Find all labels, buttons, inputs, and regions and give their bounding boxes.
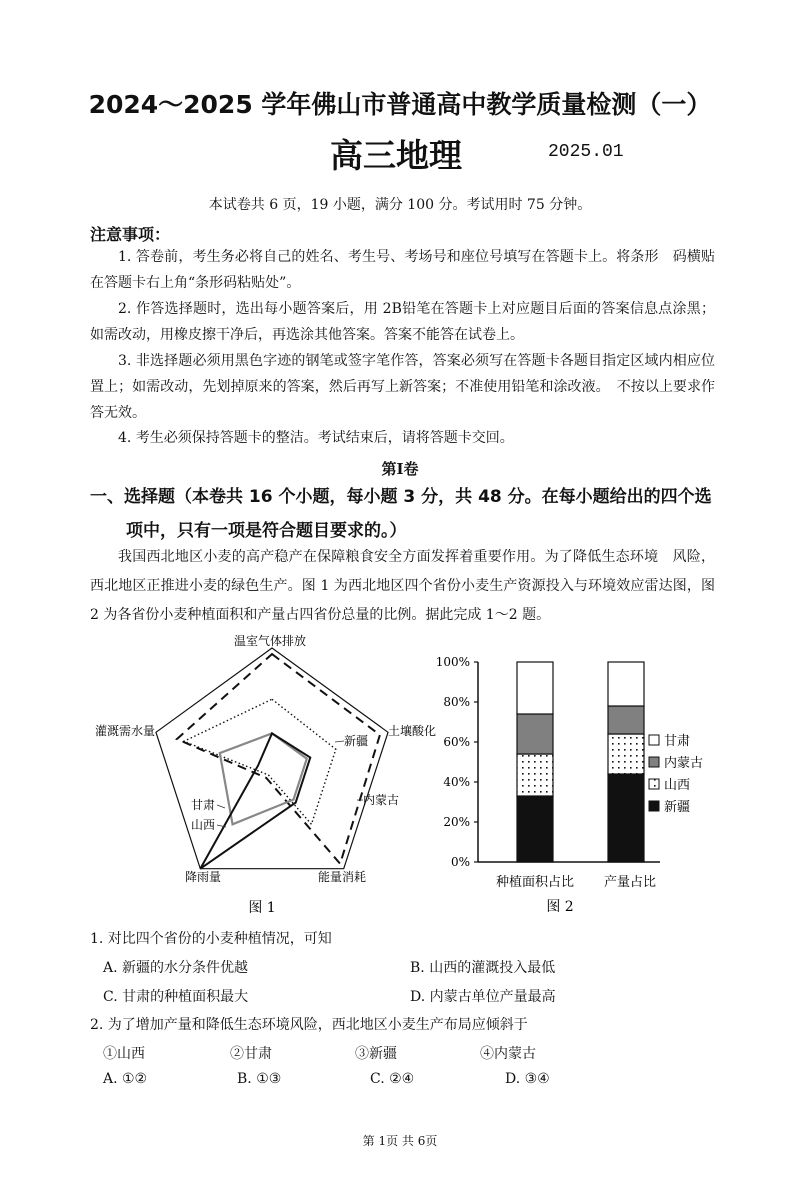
radar-chart [80, 630, 450, 920]
q2-option-c: C. ②④ [370, 1071, 415, 1087]
y-tick-label: 40% [443, 775, 470, 789]
radar-series-内蒙古 [177, 654, 380, 864]
bar-segment-内蒙古 [517, 714, 553, 754]
question-2-stem: 2. 为了增加产量和降低生态环境风险，西北地区小麦生产布局应倾斜于 [90, 1017, 528, 1033]
page-footer: 第 1页 共 6页 [362, 1134, 438, 1148]
bar-segment-新疆 [608, 774, 644, 862]
y-tick-label: 100% [435, 655, 470, 669]
notice-item-4: 4. 考生必须保持答题卡的整洁。考试结束后，请将答题卡交回。 [118, 430, 514, 446]
radar-frame [156, 648, 388, 869]
radar-axis-label: 能量消耗 [317, 870, 367, 884]
legend-swatch [649, 735, 659, 745]
bar-segment-山西 [608, 734, 644, 774]
bar-segment-甘肃 [608, 662, 644, 706]
radar-series-label: 山西 [191, 818, 216, 832]
bar-segment-新疆 [517, 796, 553, 862]
exam-date: 2025.01 [548, 142, 624, 162]
notice-item-2: 2. 作答选择题时，选出每小题答案后，用 2B铅笔在答题卡上对应题目后面的答案信息点涂黑；如需改动，用橡皮擦干净后，再选涂其他答案。答案不能答在试卷上。 [90, 301, 715, 343]
question-1-stem: 1. 对比四个省份的小麦种植情况，可知 [90, 931, 332, 947]
legend-label: 山西 [664, 778, 691, 793]
radar-caption: 图 1 [248, 900, 276, 916]
bar-segment-内蒙古 [608, 706, 644, 734]
exam-info: 本试卷共 6 页，19 小题，满分 100 分。考试用时 75 分钟。 [208, 197, 592, 213]
legend-swatch [649, 757, 659, 767]
notice-title: 注意事项： [90, 225, 171, 244]
x-tick-label: 产量占比 [603, 875, 657, 890]
radar-axis-label: 灌溉需水量 [94, 724, 155, 738]
subject-title: 高三地理 [330, 136, 462, 175]
q2-item-3: ③新疆 [355, 1046, 397, 1062]
intro-paragraph: 我国西北地区小麦的高产稳产在保障粮食安全方面发挥着重要作用。为了降低生态环境 风险，西北地区正推进小麦的绿色生产。图 1 为西北地区四个省份小麦生产资源投入与环境效应雷达图，图 2 为各省份小麦种植面积和产量占四省份总量的比例。据此完成 1～2 题。 [90, 549, 715, 623]
notice-item-1: 1. 答卷前，考生务必将自己的姓名、考生号、考场号和座位号填写在答题卡上。将条形 码横贴在答题卡右上角“条形码粘贴处”。 [90, 249, 715, 291]
radar-series-label: 新疆 [344, 734, 369, 748]
q2-item-1: ①山西 [103, 1046, 145, 1062]
q1-option-d: D. 内蒙古单位产量最高 [410, 989, 556, 1005]
notice-item-3: 3. 非选择题必须用黑色字迹的钢笔或签字笔作答，答案必须写在答题卡各题目指定区域内相应位置上；如需改动，先划掉原来的答案，然后再写上新答案；不准使用铅笔和涂改液。 不按以上要求作答无效。 [90, 353, 715, 421]
q1-option-a: A. 新疆的水分条件优越 [103, 960, 249, 976]
q2-option-a: A. ①② [103, 1071, 148, 1087]
radar-axis-label: 土壤酸化 [388, 724, 437, 738]
exam-title: 2024～2025 学年佛山市普通高中教学质量检测（一） [88, 90, 712, 119]
y-tick-label: 0% [450, 855, 470, 869]
section-heading-line1: 一、选择题（本卷共 16 个小题，每小题 3 分，共 48 分。在每小题给出的四个选 [90, 487, 712, 507]
stacked-bar-chart [430, 645, 710, 915]
legend-label: 新疆 [664, 800, 691, 815]
bar-segment-甘肃 [517, 662, 553, 714]
bar-segment-山西 [517, 754, 553, 796]
section-heading-line2: 项中，只有一项是符合题目要求的。） [126, 521, 407, 541]
x-tick-label: 种植面积占比 [495, 875, 575, 890]
y-tick-label: 20% [443, 815, 470, 829]
legend-swatch [649, 779, 659, 789]
radar-series-label: 甘肃 [191, 798, 216, 812]
bar-caption: 图 2 [546, 899, 574, 915]
y-tick-label: 80% [443, 695, 470, 709]
q2-option-b: B. ①③ [237, 1071, 282, 1087]
y-tick-label: 60% [443, 735, 470, 749]
legend-label: 甘肃 [664, 734, 691, 749]
radar-axis-label: 温室气体排放 [233, 634, 307, 648]
q1-option-c: C. 甘肃的种植面积最大 [103, 989, 249, 1005]
section-heading [90, 480, 725, 548]
q2-item-4: ④内蒙古 [480, 1046, 536, 1062]
legend-label: 内蒙古 [664, 756, 704, 771]
q2-option-d: D. ③④ [505, 1071, 550, 1087]
legend-swatch [649, 801, 659, 811]
volume-heading: 第Ⅰ卷 [381, 460, 419, 478]
radar-series-label: 内蒙古 [363, 793, 400, 807]
q1-option-b: B. 山西的灌溉投入最低 [410, 960, 556, 976]
radar-axis-label: 降雨量 [184, 870, 222, 884]
q2-item-2: ②甘肃 [230, 1046, 272, 1062]
